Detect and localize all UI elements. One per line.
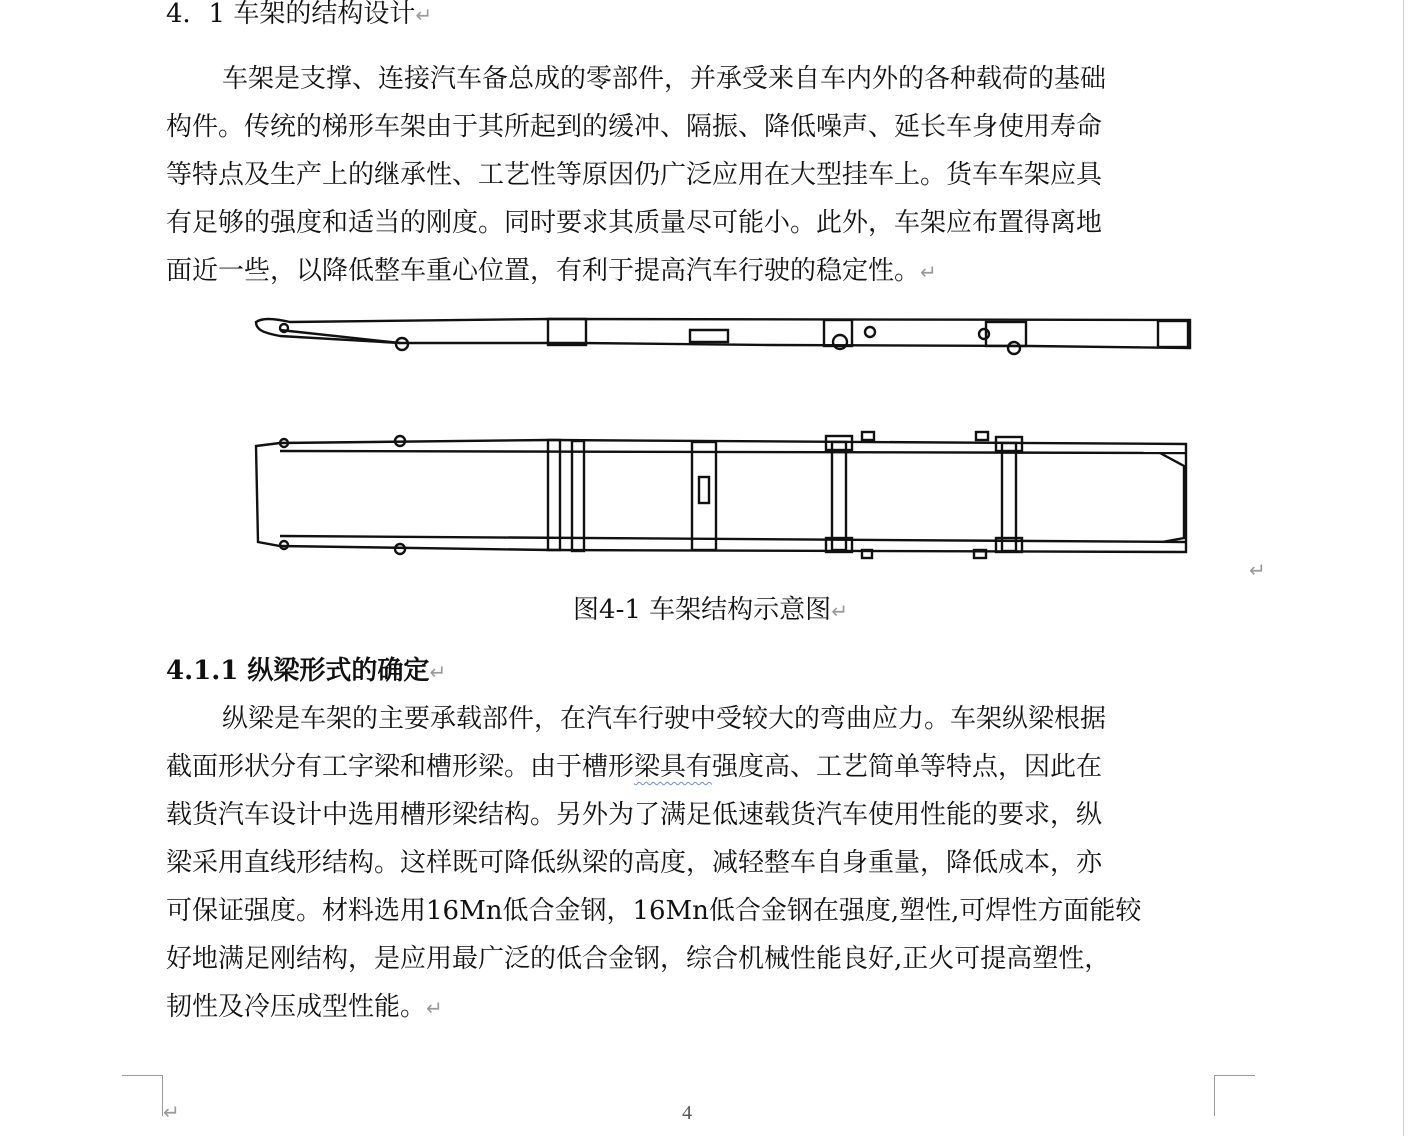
side-crossmember-plate	[548, 319, 586, 345]
side-bolt	[979, 329, 989, 339]
paragraph-mark-icon: ↵	[429, 660, 447, 684]
paragraph-line: 纵梁是车架的主要承载部件，在汽车行驶中受较大的弯曲应力。车架纵梁根据	[222, 704, 1107, 734]
paragraph-mark-icon: ↵	[163, 1100, 180, 1124]
spring-hanger	[976, 432, 988, 440]
crossmember-2	[692, 442, 716, 550]
section-paragraph	[166, 55, 1206, 295]
paragraph-line: 等特点及生产上的继承性、工艺性等原因仍广泛应用在大型挂车上。货车车架应具	[166, 160, 1103, 190]
paragraph-line: 韧性及冷压成型性能。↵	[166, 992, 443, 1022]
left-rail-inner-edge	[280, 451, 1186, 453]
side-rear-end	[1158, 321, 1188, 347]
frame-outline	[256, 440, 1186, 552]
right-rail-inner-edge	[280, 536, 1186, 542]
side-spring-hanger	[986, 322, 1026, 346]
side-bracket	[690, 330, 728, 342]
paragraph-line: 载货汽车设计中选用槽形梁结构。另外为了满足低速载货汽车使用性能的要求，纵	[166, 800, 1103, 830]
paragraph-line: 面近一些，以降低整车重心位置，有利于提高汽车行驶的稳定性。↵	[166, 256, 937, 286]
paragraph-line: 截面形状分有工字梁和槽形梁。由于槽形梁具有强度高、工艺简单等特点，因此在	[166, 752, 1103, 782]
vehicle-frame-diagram	[250, 310, 1200, 565]
subsection-heading: 4.1.1 纵梁形式的确定↵	[166, 656, 447, 686]
spring-hanger	[862, 432, 874, 440]
paragraph-mark-icon: ↵	[426, 996, 443, 1020]
side-bolt	[1008, 342, 1020, 354]
paragraph-line: 好地满足刚结构，是应用最广泛的低合金钢，综合机械性能良好,正火可提高塑性，	[166, 944, 1111, 974]
crossmember-1b	[572, 441, 584, 551]
top-view-drawing	[256, 432, 1186, 558]
page-number: 4	[682, 1102, 692, 1124]
section-heading: 4．1 车架的结构设计↵	[166, 0, 433, 29]
paragraph-line: 车架是支撑、连接汽车备总成的零部件，并承受来自车内外的各种载荷的基础	[222, 64, 1107, 94]
side-bolt	[865, 327, 875, 337]
crossmember-2-slot	[699, 477, 709, 503]
paragraph-mark-icon: ↵	[831, 599, 848, 623]
side-view-drawing	[256, 319, 1190, 354]
grammar-underline[interactable]: 梁具有	[634, 752, 713, 782]
paragraph-line: 梁采用直线形结构。这样既可降低纵梁的高度，减轻整车自身重量，降低成本，亦	[166, 848, 1103, 878]
margin-corner-mark	[122, 1075, 163, 1116]
rear-taper	[1160, 453, 1184, 542]
paragraph-line: 构件。传统的梯形车架由于其所起到的缓冲、隔振、降低噪声、延长车身使用寿命	[166, 112, 1103, 142]
paragraph-line: 有足够的强度和适当的刚度。同时要求其质量尽可能小。此外，车架应布置得离地	[166, 208, 1103, 238]
paragraph-line: 可保证强度。材料选用16Mn低合金钢，16Mn低合金钢在强度,塑性,可焊性方面能较	[166, 896, 1142, 926]
crossmember-1	[548, 440, 560, 550]
margin-corner-mark	[1214, 1075, 1255, 1116]
paragraph-mark-icon: ↵	[1249, 558, 1266, 582]
subsection-paragraph	[166, 695, 1206, 1031]
crossmember-3	[832, 442, 846, 550]
paragraph-mark-icon: ↵	[415, 3, 433, 27]
paragraph-mark-icon: ↵	[920, 260, 937, 284]
crossmember-4	[1002, 443, 1016, 551]
figure-caption: 图4-1 车架结构示意图↵	[573, 595, 848, 625]
page-edge-line	[1403, 0, 1404, 1136]
